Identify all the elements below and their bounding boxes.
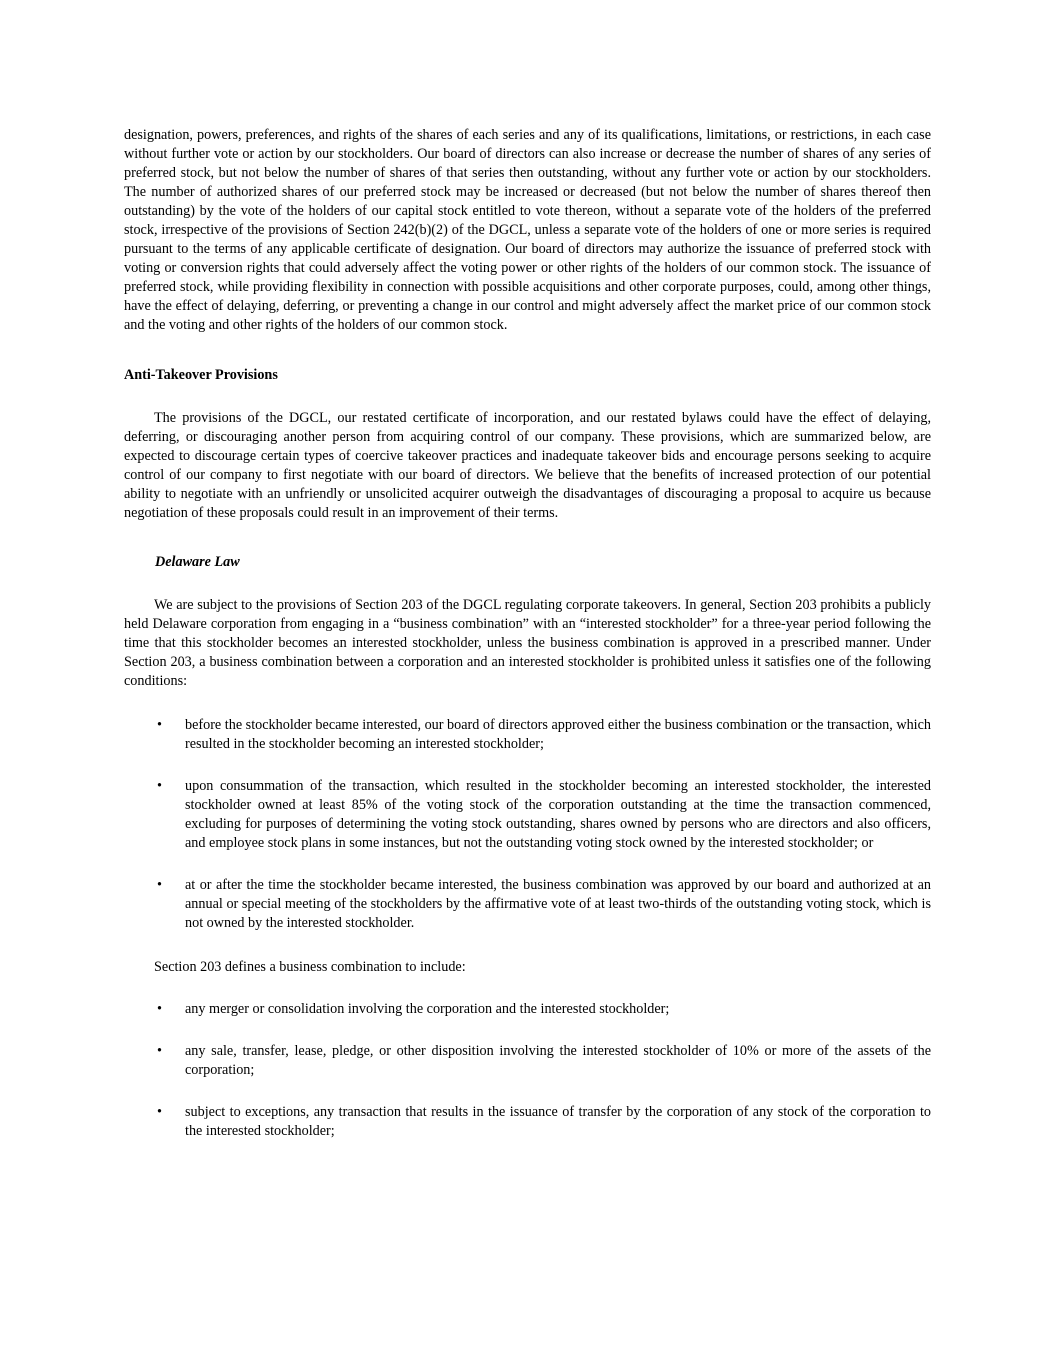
bullet-text: subject to exceptions, any transaction that results in the issuance of transfer by the corporation of any stock of the corporation to the interested stockholder;	[185, 1104, 931, 1139]
bullet-text: before the stockholder became interested, our board of directors approved either the business combination or the transaction, which resulted in the stockholder becoming an interested stockholder;	[185, 717, 931, 752]
bullet-icon: •	[157, 1043, 162, 1059]
bullet-text: any merger or consolidation involving the corporation and the interested stockholder;	[185, 1001, 670, 1017]
bullet-icon: •	[157, 1001, 162, 1017]
bullet-item-sale-transfer-lease	[124, 1042, 931, 1080]
bullet-icon: •	[157, 778, 162, 794]
paragraph-preferred-stock-continuation: designation, powers, preferences, and rights of the shares of each series and any of its qualifications, limitations, or restrictions, in each case without further vote or action by our stockholders. Our board of directors can also increase or decrease the number of shares of any series of preferred stock, but not below the number of shares of that series then outstanding, without any further vote or action by our stockholders. The number of authorized shares of our preferred stock may be increased or decreased (but not below the number of shares thereof then outstanding) by the vote of the holders of our capital stock entitled to vote thereon, without a separate vote of the holders of the preferred stock, irrespective of the provisions of Section 242(b)(2) of the DGCL, unless a separate vote of the holders of one or more series is required pursuant to the terms of any applicable certificate of designation. Our board of directors may authorize the issuance of preferred stock with voting or conversion rights that could adversely affect the voting power or other rights of the holders of our common stock. The issuance of preferred stock, while providing flexibility in connection with possible acquisitions and other corporate purposes, could, among other things, have the effect of delaying, deferring, or preventing a change in our control and might adversely affect the market price of our common stock and the voting and other rights of the holders of our common stock.	[124, 127, 931, 333]
bullet-text: any sale, transfer, lease, pledge, or other disposition involving the interested stockholder of 10% or more of the assets of the corporation;	[185, 1043, 931, 1078]
paragraph-business-combination-defines: Section 203 defines a business combination to include:	[154, 959, 466, 975]
heading-anti-takeover-provisions: Anti-Takeover Provisions	[124, 367, 278, 383]
bullet-item-board-approved	[124, 716, 931, 754]
bullet-text: at or after the time the stockholder became interested, the business combination was approved by our board and authorized at an annual or special meeting of the stockholders by the affirmative vote of at least two-thirds of the outstanding voting stock, which is not owned by the interested stockholder.	[185, 877, 931, 931]
bullet-item-issuance-of-stock	[124, 1103, 931, 1141]
paragraph-section-203-intro: We are subject to the provisions of Section 203 of the DGCL regulating corporate takeovers. In general, Section 203 prohibits a publicly held Delaware corporation from engaging in a “business combination” with an “interested stockholder” for a three-year period following the time that this stockholder becomes an interested stockholder, unless the business combination is approved in a prescribed manner. Under Section 203, a business combination between a corporation and an interested stockholder is prohibited unless it satisfies one of the following conditions:	[124, 597, 931, 689]
bullet-text: upon consummation of the transaction, which resulted in the stockholder becoming an interested stockholder, the interested stockholder owned at least 85% of the voting stock of the corporation outstanding at the time the transaction commenced, excluding for purposes of determining the voting stock outstanding, shares owned by persons who are directors and also officers, and employee stock plans in some instances, but not the outstanding voting stock owned by the interested stockholder; or	[185, 778, 931, 851]
bullet-icon: •	[157, 877, 162, 893]
paragraph-anti-takeover-overview: The provisions of the DGCL, our restated certificate of incorporation, and our restated bylaws could have the effect of delaying, deferring, or discouraging another person from acquiring control of our company. These provisions, which are summarized below, are expected to discourage certain types of coercive takeover practices and inadequate takeover bids and encourage persons seeking to acquire control of our company to first negotiate with our board of directors. We believe that the benefits of increased protection of our potential ability to negotiate with an unfriendly or unsolicited acquirer outweigh the disadvantages of discouraging a proposal to acquire us because negotiation of these proposals could result in an improvement of their terms.	[124, 410, 931, 521]
bullet-item-merger-consolidation	[124, 1000, 931, 1019]
bullet-item-85-percent-ownership	[124, 777, 931, 853]
bullet-icon: •	[157, 717, 162, 733]
subheading-delaware-law: Delaware Law	[155, 554, 240, 570]
bullet-item-two-thirds-vote	[124, 876, 931, 933]
bullet-icon: •	[157, 1104, 162, 1120]
